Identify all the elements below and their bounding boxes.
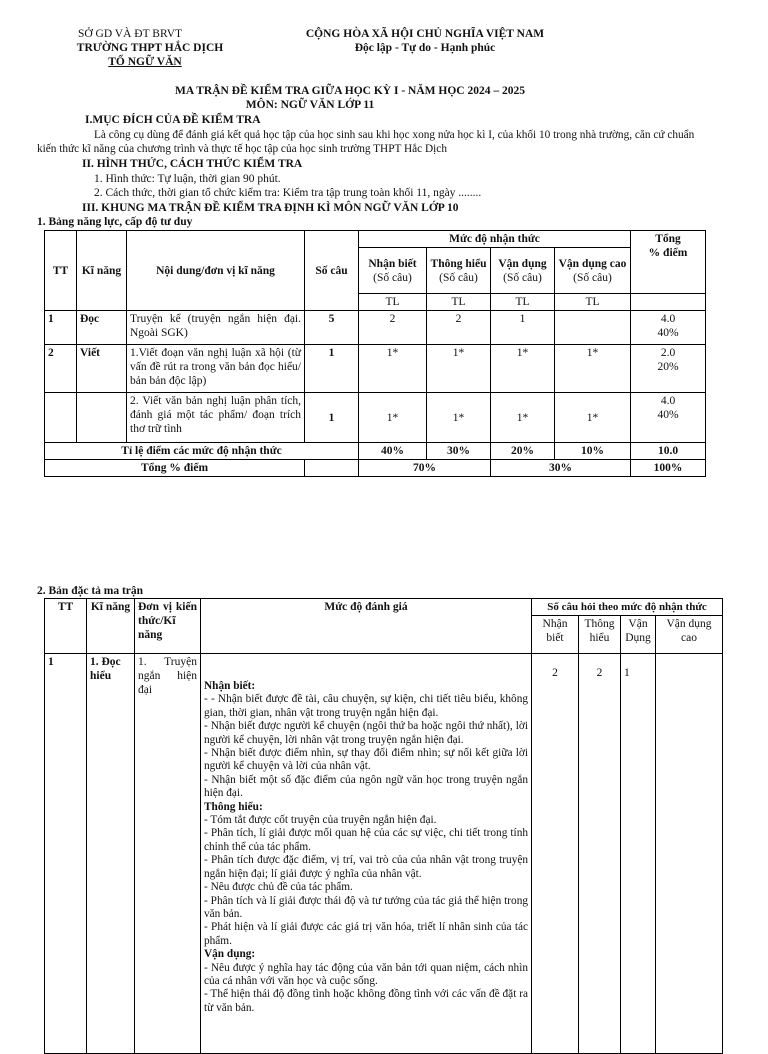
description-heading: Thông hiểu: <box>204 800 263 813</box>
t1-row-1-tt: 1 <box>45 311 77 345</box>
t1-row-1-l1: 2 <box>359 311 427 345</box>
competency-table <box>44 230 706 477</box>
section-3-heading: III. KHUNG MA TRẬN ĐỀ KIỂM TRA ĐỊNH KÌ MÔN NGỮ VĂN LỚP 10 <box>82 202 459 214</box>
description-item: - Phân tích và lí giải được thái độ và tư tưởng của tác giả thể hiện trong văn bản. <box>204 894 528 920</box>
t1-row-2-count: 1 <box>305 345 359 393</box>
t1-row-3-count: 1 <box>305 393 359 443</box>
t1-row-1-score: 4.0 40% <box>631 311 706 345</box>
header-dept: SỞ GD VÀ ĐT BRVT <box>77 28 183 40</box>
description-item: - Thể hiện thái độ đồng tình hoặc không đồng tình với các vấn đề đặt ra từ văn bản. <box>204 988 528 1014</box>
section-2-item-2: 2. Cách thức, thời gian tổ chức kiểm tra: Kiểm tra tập trung toàn khối 11, ngày ........ <box>94 187 482 199</box>
t1-row-3-content: 2. Viết văn bản nghị luận phân tích, đánh giá một tác phẩm/ đoạn trích thơ trữ tình <box>127 393 305 443</box>
t2-header-count: Số câu hỏi theo mức độ nhận thức <box>532 599 723 616</box>
t2-row-skill: 1. Đọc hiểu <box>87 654 135 1054</box>
header-group: TỔ NGỮ VĂN <box>108 56 182 68</box>
t1-row-2-score: 2.0 20% <box>631 345 706 393</box>
t2-header-tt: TT <box>45 599 87 654</box>
description-item: - Nêu được chủ đề của tác phẩm. <box>204 881 353 894</box>
section-1-heading: I.MỤC ĐÍCH CỦA ĐỀ KIỂM TRA <box>85 114 261 126</box>
description-heading: Vận dụng: <box>204 948 256 961</box>
t1-total-all: 100% <box>631 460 706 477</box>
t1-row-1-l2: 2 <box>427 311 491 345</box>
t2-row-l2: 2 <box>579 654 621 1054</box>
t2-level-2: Thông hiểu <box>579 616 621 654</box>
t1-tl-empty <box>631 294 706 311</box>
description-item: - Nhận biết được người kể chuyện (ngôi thứ ba hoặc ngôi thứ nhất), lời người kể chuyện, lời nhân vật trong truyện ngắn hiện đại. <box>204 720 528 746</box>
t1-row-1-count: 5 <box>305 311 359 345</box>
t1-row-2-l2: 1* <box>427 345 491 393</box>
t1-row-3-score: 4.0 40% <box>631 393 706 443</box>
t1-header-content: Nội dung/đơn vị kĩ năng <box>127 231 305 311</box>
header-country: CỘNG HÒA XÃ HỘI CHỦ NGHĨA VIỆT NAM <box>305 28 545 40</box>
header-motto: Độc lập - Tự do - Hạnh phúc <box>354 42 496 54</box>
t2-level-4: Vận dụng cao <box>656 616 723 654</box>
t1-row-2-l1: 1* <box>359 345 427 393</box>
t1-row-2-l3: 1* <box>491 345 555 393</box>
description-list <box>204 680 528 1015</box>
t2-row-description <box>201 654 532 1054</box>
description-item: - - Nhận biết được đề tài, câu chuyện, sự kiện, chi tiết tiêu biểu, không gian, thời gian, nhân vật trong truyện ngắn hiện đại. <box>204 693 528 719</box>
t1-row-1-l3: 1 <box>491 311 555 345</box>
t1-ratio-3: 20% <box>491 443 555 460</box>
t2-row-l3: 1 <box>621 654 656 1054</box>
section-1-text-b: kiến thức kĩ năng của chương trình và thực tế học tập của học sinh trường THPT Hắc Dịch <box>37 143 447 155</box>
description-item: - Nhận biết một số đặc điểm của ngôn ngữ văn học trong truyện ngắn hiện đại. <box>204 773 528 800</box>
t1-row-2-content: 1.Viết đoạn văn nghị luận xã hội (từ vấn đề rút ra trong văn bản đọc hiểu/ bản bản độc lập) <box>127 345 305 393</box>
description-item: - Phân tích, lí giải được mối quan hệ của các sự việc, chi tiết trong tính chỉnh thể của tác phẩm. <box>204 827 528 853</box>
t1-header-tt: TT <box>45 231 77 311</box>
t1-ratio-1: 40% <box>359 443 427 460</box>
description-item: - Nhận biết được điểm nhìn, sự thay đổi điểm nhìn; sự nối kết giữa lời người kể chuyện và lời của nhân vật. <box>204 747 528 773</box>
section-2-heading: II. HÌNH THỨC, CÁCH THỨC KIỂM TRA <box>82 158 303 170</box>
description-item: - Phân tích được đặc điểm, vị trí, vai trò của của nhân vật trong truyện ngắn hiện đại; lí giải được ý nghĩa của nhân vật. <box>204 854 528 880</box>
t1-row-2-skill: Viết <box>77 345 127 393</box>
t1-tl-4: TL <box>555 294 631 311</box>
t1-row-3-l2: 1* <box>427 393 491 443</box>
t1-total-empty <box>305 460 359 477</box>
t1-tl-2: TL <box>427 294 491 311</box>
t1-row-3-skill <box>77 393 127 443</box>
t1-row-3-l3: 1* <box>491 393 555 443</box>
t2-level-3: Vận Dụng <box>621 616 656 654</box>
section-2-item-1: 1. Hình thức: Tự luận, thời gian 90 phút. <box>94 173 281 185</box>
section-1-text-a: Là công cụ dùng để đánh giá kết quả học tập của học sinh sau khi học xong nửa học kì I, của khối 10 trong nhà trường, căn cứ chuẩn <box>94 129 695 141</box>
t1-total-a: 70% <box>359 460 491 477</box>
doc-title: MA TRẬN ĐỀ KIỂM TRA GIỮA HỌC KỲ I - NĂM HỌC 2024 – 2025 <box>175 85 525 97</box>
header-school: TRƯỜNG THPT HẮC DỊCH <box>76 42 224 54</box>
t2-row-l1: 2 <box>532 654 579 1054</box>
t1-header-level: Mức độ nhận thức <box>359 231 631 248</box>
table-2-caption: 2. Bản đặc tả ma trận <box>37 585 144 597</box>
t1-level-2: Thông hiểu (Số câu) <box>427 248 491 294</box>
t1-tl-3: TL <box>491 294 555 311</box>
t1-header-total: Tổng % điểm <box>631 231 706 294</box>
t2-row-unit: 1. Truyện ngắn hiện đại <box>135 654 201 1054</box>
t1-row-3-l1: 1* <box>359 393 427 443</box>
t1-header-skill: Kĩ năng <box>77 231 127 311</box>
t1-ratio-total: 10.0 <box>631 443 706 460</box>
t1-row-3-l4: 1* <box>555 393 631 443</box>
t2-row-tt: 1 <box>45 654 87 1054</box>
t1-ratio-4: 10% <box>555 443 631 460</box>
t1-header-count: Số câu <box>305 231 359 311</box>
t1-row-2-tt: 2 <box>45 345 77 393</box>
t1-level-3: Vận dụng (Số câu) <box>491 248 555 294</box>
spec-table <box>44 598 723 1054</box>
t1-ratio-2: 30% <box>427 443 491 460</box>
t2-row-l4 <box>656 654 723 1054</box>
description-item: - Tóm tắt được cốt truyện của truyện ngắn hiện đại. <box>204 814 437 827</box>
t1-ratio-label: Tỉ lệ điểm các mức độ nhận thức <box>45 443 359 460</box>
t1-row-2-l4: 1* <box>555 345 631 393</box>
table-1-caption: 1. Bảng năng lực, cấp độ tư duy <box>37 216 193 228</box>
description-item: - Nêu được ý nghĩa hay tác động của văn bản tới quan niệm, cách nhìn của cá nhân với văn học và cuộc sống. <box>204 961 528 987</box>
t2-header-skill: Kĩ năng <box>87 599 135 654</box>
t1-level-4: Vận dụng cao (Số câu) <box>555 248 631 294</box>
t1-total-b: 30% <box>491 460 631 477</box>
t1-level-1: Nhận biết (Số câu) <box>359 248 427 294</box>
t1-row-3-tt <box>45 393 77 443</box>
t2-level-1: Nhận biết <box>532 616 579 654</box>
t1-row-1-l4 <box>555 311 631 345</box>
t1-tl-1: TL <box>359 294 427 311</box>
t1-row-1-skill: Đọc <box>77 311 127 345</box>
t1-total-label: Tổng % điểm <box>45 460 305 477</box>
t2-header-unit: Đơn vị kiến thức/Kĩ năng <box>135 599 201 654</box>
description-heading: Nhận biết: <box>204 680 256 692</box>
doc-subtitle: MÔN: NGỮ VĂN LỚP 11 <box>245 99 375 111</box>
description-item: - Phát hiện và lí giải được các giá trị văn hóa, triết lí nhân sinh của tác phẩm. <box>204 921 528 947</box>
t2-header-level: Mức độ đánh giá <box>201 599 532 654</box>
t1-row-1-content: Truyện kể (truyện ngắn hiện đại. Ngoài SGK) <box>127 311 305 345</box>
